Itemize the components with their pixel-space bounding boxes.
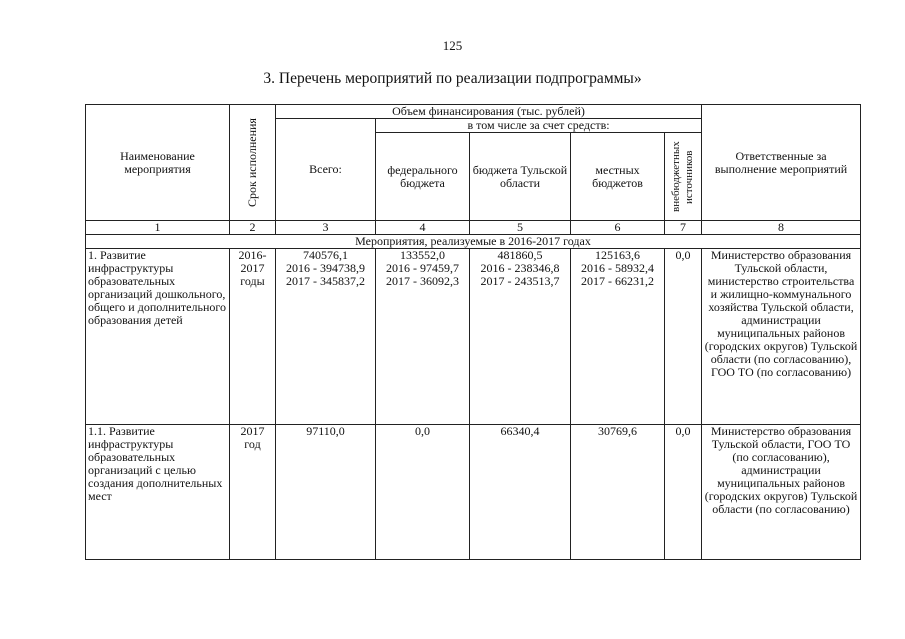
amount-offbudget: 0,0 <box>665 425 702 560</box>
amount-line: 481860,5 <box>497 248 543 262</box>
header-row-financing <box>86 105 861 119</box>
amount-line: 2017 - 243513,7 <box>480 274 560 288</box>
table-row <box>86 249 861 425</box>
amount-line: 2016 - 238346,8 <box>480 261 560 275</box>
header-including: в том числе за счет средств: <box>376 119 702 133</box>
amount-local <box>571 249 665 425</box>
column-number: 2 <box>230 221 276 235</box>
column-number: 5 <box>470 221 571 235</box>
activity-term <box>230 425 276 560</box>
term-line: год <box>244 437 261 451</box>
amount-line: 2017 - 345837,2 <box>286 274 365 288</box>
amount-line: 2016 - 97459,7 <box>386 261 459 275</box>
amount-offbudget: 0,0 <box>665 249 702 425</box>
amount-regional: 66340,4 <box>470 425 571 560</box>
term-line: 2017 <box>240 261 265 275</box>
amount-line: 125163,6 <box>595 248 640 262</box>
section-title: Мероприятия, реализуемые в 2016-2017 годах <box>86 235 861 249</box>
column-number: 6 <box>571 221 665 235</box>
amount-line: 2016 - 58932,4 <box>581 261 654 275</box>
activity-name: 1.1. Развитие инфраструктуры образовательных организаций с целью создания дополнительных мест <box>86 425 230 560</box>
header-federal: федерального бюджета <box>376 133 470 221</box>
column-number: 4 <box>376 221 470 235</box>
header-term-label: Срок исполнения <box>245 118 259 207</box>
document-title: 3. Перечень мероприятий по реализации подпрограммы» <box>263 70 642 87</box>
responsible: Министерство образования Тульской области, ГОО ТО (по согласованию), администрации муниципальных районов (городских округов) Тульской области (по согласованию) <box>702 425 861 560</box>
amount-line: 2017 - 36092,3 <box>386 274 459 288</box>
header-offbudget-label: внебюджетных источников <box>670 141 696 212</box>
term-line: годы <box>240 274 265 288</box>
activity-name: 1. Развитие инфраструктуры образовательных организаций дошкольного, общего и дополнительного образования детей <box>86 249 230 425</box>
amount-regional <box>470 249 571 425</box>
amount-line: 2017 - 66231,2 <box>581 274 654 288</box>
responsible: Министерство образования Тульской области, министерство строительства и жилищно-коммунального хозяйства Тульской области, администрации муниципальных районов (городских округов) Тульской области (по согласованию), ГОО ТО (по согласованию) <box>702 249 861 425</box>
header-name: Наименование мероприятия <box>86 105 230 221</box>
activities-table <box>85 104 861 560</box>
amount-local: 30769,6 <box>571 425 665 560</box>
amount-line: 740576,1 <box>303 248 348 262</box>
header-offbudget <box>665 133 702 221</box>
header-local: местных бюджетов <box>571 133 665 221</box>
column-number: 3 <box>276 221 376 235</box>
column-numbers-row <box>86 221 861 235</box>
amount-total <box>276 249 376 425</box>
term-line: 2017 <box>240 424 265 438</box>
page-number: 125 <box>442 38 463 53</box>
header-total: Всего: <box>276 119 376 221</box>
activity-term <box>230 249 276 425</box>
term-line: 2016- <box>238 248 267 262</box>
column-number: 7 <box>665 221 702 235</box>
amount-total: 97110,0 <box>276 425 376 560</box>
table-row <box>86 425 861 560</box>
header-regional: бюджета Тульской области <box>470 133 571 221</box>
amount-line: 133552,0 <box>400 248 445 262</box>
header-responsible: Ответственные за выполнение мероприятий <box>702 105 861 221</box>
header-financing: Объем финансирования (тыс. рублей) <box>276 105 702 119</box>
section-row <box>86 235 861 249</box>
amount-federal <box>376 249 470 425</box>
column-number: 1 <box>86 221 230 235</box>
header-term <box>230 105 276 221</box>
column-number: 8 <box>702 221 861 235</box>
amount-line: 2016 - 394738,9 <box>286 261 365 275</box>
amount-federal: 0,0 <box>376 425 470 560</box>
